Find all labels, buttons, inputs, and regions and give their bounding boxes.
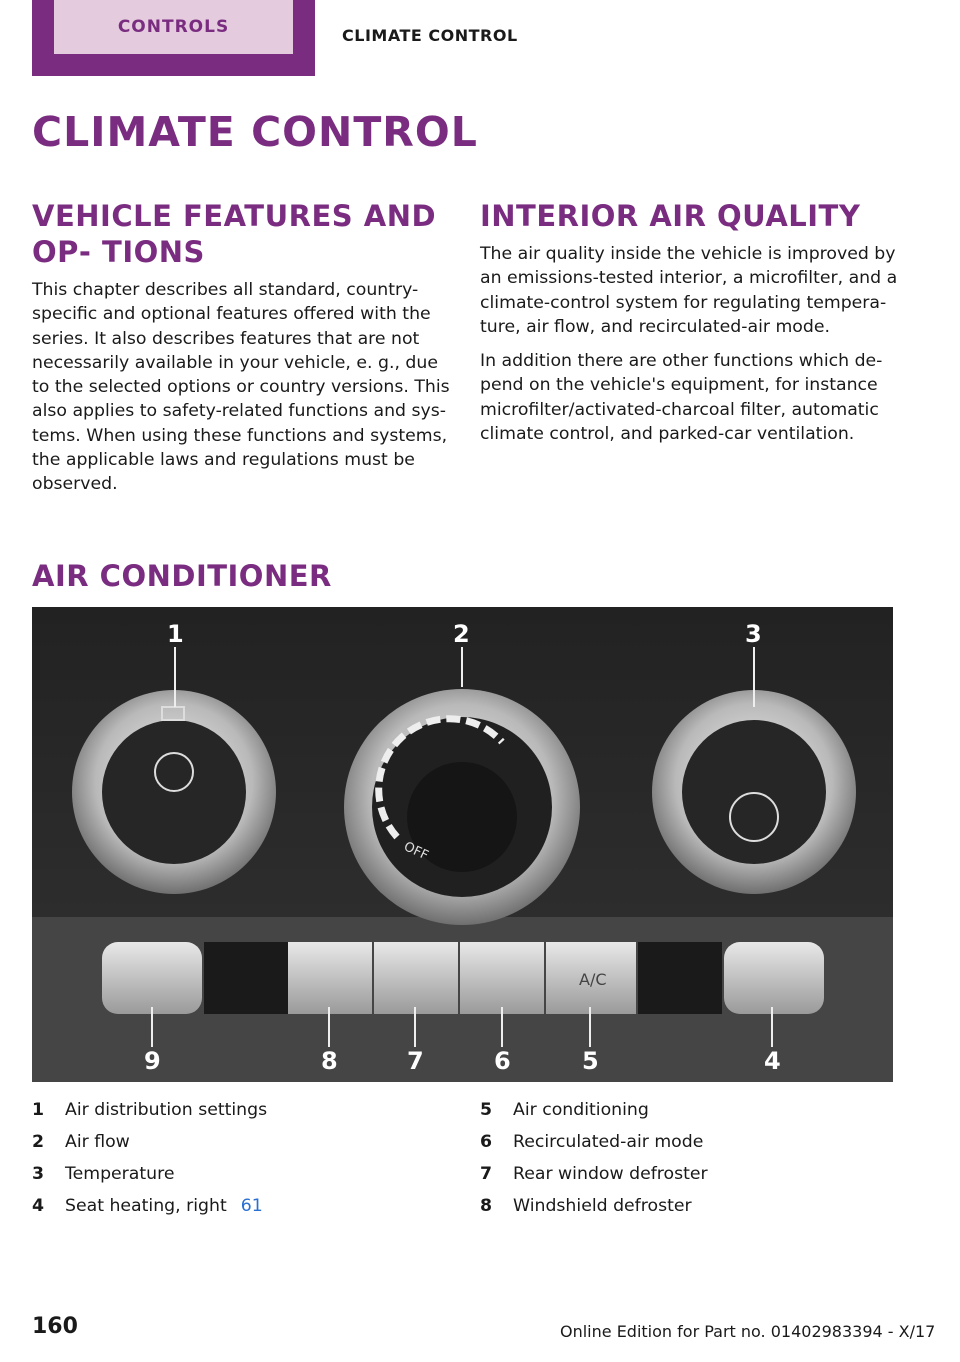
callout-2: 2 [453, 620, 470, 648]
legend-number: 3 [32, 1164, 45, 1184]
callout-7: 7 [407, 1047, 424, 1075]
legend-right [480, 1094, 900, 1222]
legend-number: 5 [480, 1100, 493, 1120]
section-tab[interactable]: CLIMATE CONTROL [342, 26, 518, 45]
legend-text: Seat heating, right [65, 1196, 227, 1216]
legend-item [32, 1126, 452, 1158]
rear-window-defroster-button [374, 942, 458, 1014]
legend-item [32, 1158, 452, 1190]
callout-6: 6 [494, 1047, 511, 1075]
callout-9: 9 [144, 1047, 161, 1075]
callout-8: 8 [321, 1047, 338, 1075]
chapter-tab-label: CONTROLS [54, 0, 293, 54]
legend-text: Air distribution settings [65, 1100, 268, 1120]
legend-text: Temperature [65, 1164, 175, 1184]
legend-number: 4 [32, 1196, 45, 1216]
legend-item [480, 1126, 900, 1158]
legend-number: 6 [480, 1132, 493, 1152]
callout-3: 3 [745, 620, 762, 648]
legend-item [480, 1190, 900, 1222]
windshield-defroster-button [288, 942, 372, 1014]
interior-air-para-1: The air quality inside the vehicle is improved by an emissions-tested interior, a microfilter, and a climate-control system for regulating tempera‐ ture, air flow, and recirculated-air mode. [480, 244, 898, 337]
dial-off-label: OFF [401, 839, 431, 864]
legend-number: 2 [32, 1132, 45, 1152]
interior-air-section [480, 198, 900, 446]
legend-text: Air conditioning [513, 1100, 649, 1120]
legend-text: Windshield defroster [513, 1196, 692, 1216]
seat-heating-right-button [724, 942, 824, 1014]
air-conditioner-heading: AIR CONDITIONER [32, 559, 332, 593]
legend-text: Air flow [65, 1132, 130, 1152]
vehicle-features-section [32, 198, 452, 497]
legend-item [480, 1094, 900, 1126]
legend-text: Rear window defroster [513, 1164, 708, 1184]
callout-5: 5 [582, 1047, 599, 1075]
legend-number: 7 [480, 1164, 493, 1184]
callout-4: 4 [764, 1047, 781, 1075]
legend-number: 8 [480, 1196, 493, 1216]
callout-1: 1 [167, 620, 184, 648]
interior-air-para-2: In addition there are other functions which de‐ pend on the vehicle's equipment, for instance microfilter/activated-charcoal filter, automatic climate control, and parked-car ventilation. [480, 351, 883, 445]
ac-button-label: A/C [579, 970, 607, 989]
page-title: CLIMATE CONTROL [32, 108, 478, 156]
interior-air-heading: INTERIOR AIR QUALITY [480, 199, 861, 233]
legend-item [32, 1094, 452, 1126]
seat-heating-left-button [102, 942, 202, 1014]
climate-panel-illustration [32, 607, 893, 1082]
chapter-tab[interactable] [32, 0, 315, 76]
legend-item [32, 1190, 452, 1222]
vehicle-features-body: This chapter describes all standard, country- specific and optional features offered with the series. It also describes features that are not necessarily available in your vehicle, e. g., due to the selected options or country versions. This also applies to safety-related functions and sys‐ tems. When using these functions and systems, the applicable laws and regulations must be observed. [32, 280, 450, 495]
legend-item [480, 1158, 900, 1190]
page-number: 160 [32, 1314, 78, 1339]
climate-panel-photo [32, 607, 893, 1082]
legend-text: Recirculated-air mode [513, 1132, 704, 1152]
recirculated-air-button [460, 942, 544, 1014]
page-reference-link[interactable]: 61 [240, 1196, 263, 1216]
vehicle-features-heading: VEHICLE FEATURES AND OP‐ TIONS [32, 199, 437, 269]
edition-footer: Online Edition for Part no. 01402983394 - X/17 [560, 1322, 936, 1341]
legend-left [32, 1094, 452, 1222]
legend-number: 1 [32, 1100, 45, 1120]
